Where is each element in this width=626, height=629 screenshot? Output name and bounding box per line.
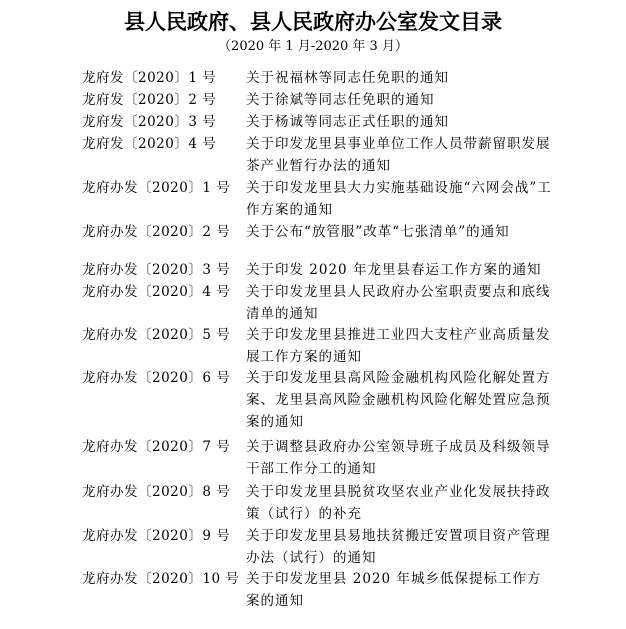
document-entry-title: 关于印发龙里县 2020 年城乡低保提标工作方案的通知 — [246, 571, 542, 609]
document-entry-title: 关于祝福林等同志任免职的通知 — [246, 70, 449, 86]
document-number: 龙府办发〔2020〕4 号 — [82, 284, 231, 300]
document-entry-title: 关于印发龙里县脱贫攻坚农业产业化发展扶持政策（试行）的补充 — [246, 484, 551, 522]
document-entry-title: 关于印发龙里县大力实施基础设施“六网会战”工作方案的通知 — [246, 180, 552, 218]
document-entry-title: 关于印发龙里县事业单位工作人员带薪留职发展茶产业暂行办法的通知 — [246, 136, 551, 174]
document-entry-title: 关于印发龙里县人民政府办公室职责要点和底线清单的通知 — [246, 284, 551, 322]
document-title: 县人民政府、县人民政府办公室发文目录 — [124, 10, 502, 34]
document-number: 龙府办发〔2020〕3 号 — [82, 262, 231, 278]
document-number: 龙府办发〔2020〕6 号 — [82, 370, 231, 386]
document-number: 龙府发〔2020〕4 号 — [82, 136, 217, 152]
document-number: 龙府办发〔2020〕7 号 — [82, 439, 231, 455]
document-entry-title: 关于印发龙里县推进工业四大支柱产业高质量发展工作方案的通知 — [246, 327, 551, 365]
document-subtitle: （2020 年 1 月-2020 年 3 月） — [218, 39, 408, 54]
document-entry-title: 关于徐斌等同志任免职的通知 — [246, 92, 435, 108]
document-number: 龙府办发〔2020〕2 号 — [82, 224, 231, 240]
document-number: 龙府发〔2020〕3 号 — [82, 114, 217, 130]
document-number: 龙府办发〔2020〕10 号 — [82, 571, 240, 587]
document-number: 龙府办发〔2020〕9 号 — [82, 528, 231, 544]
document-entry-title: 关于印发龙里县易地扶贫搬迁安置项目资产管理办法（试行）的通知 — [246, 528, 551, 566]
document-entry-title: 关于印发 2020 年龙里县春运工作方案的通知 — [246, 262, 542, 278]
document-number: 龙府办发〔2020〕8 号 — [82, 484, 231, 500]
document-number: 龙府办发〔2020〕1 号 — [82, 180, 231, 196]
document-number: 龙府发〔2020〕1 号 — [82, 70, 217, 86]
document-number: 龙府发〔2020〕2 号 — [82, 92, 217, 108]
document-number: 龙府办发〔2020〕5 号 — [82, 327, 231, 343]
document-entry-title: 关于印发龙里县高风险金融机构风险化解处置方案、龙里县高风险金融机构风险化解处置应急预案的通知 — [246, 370, 551, 430]
document-entry-title: 关于公布“放管服”改革“七张清单”的通知 — [246, 224, 510, 240]
document-entry-title: 关于杨诚等同志正式任职的通知 — [246, 114, 449, 130]
document-entry-title: 关于调整县政府办公室领导班子成员及科级领导干部工作分工的通知 — [246, 439, 551, 477]
